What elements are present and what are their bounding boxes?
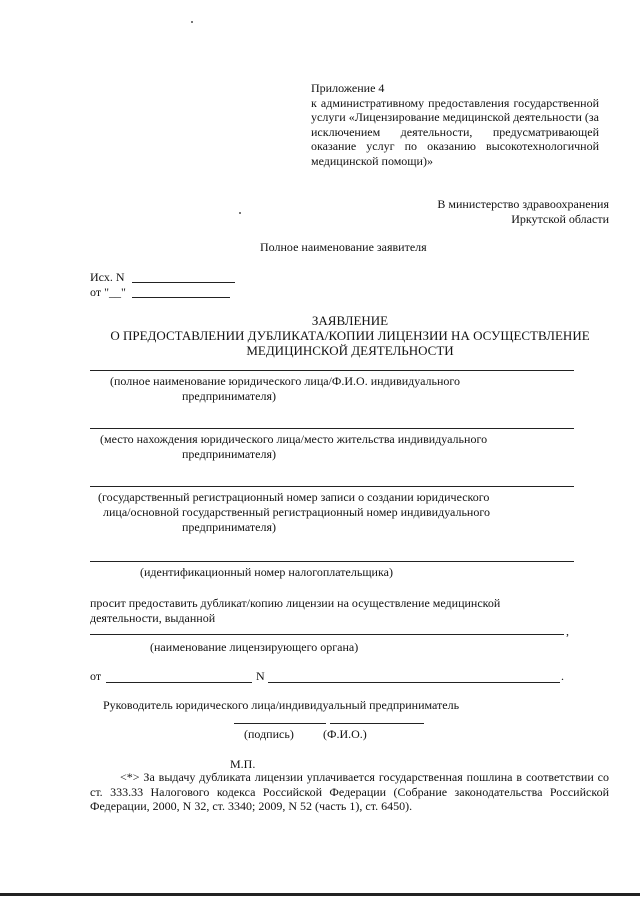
head-label: Руководитель юридического лица/индивидуальный предприниматель — [103, 698, 460, 712]
licensor-comma: , — [566, 624, 569, 638]
signature-caption: (подпись) — [244, 727, 294, 741]
appendix-block — [311, 81, 599, 168]
fio-line — [330, 723, 424, 724]
recipient-line-2: Иркутской области — [511, 211, 609, 226]
heading-line-2: О ПРЕДОСТАВЛЕНИИ ДУБЛИКАТА/КОПИИ ЛИЦЕНЗИИ НА ОСУЩЕСТВЛЕНИЕ — [110, 328, 590, 343]
registration-caption-1: (государственный регистрационный номер записи о создании юридического — [98, 490, 490, 504]
license-number-line — [268, 682, 560, 683]
license-number-label: N — [256, 669, 265, 683]
recipient-line-1: В министерство здравоохранения — [437, 197, 609, 211]
footnote: <*> За выдачу дубликата лицензии уплачивается государственная пошлина в соответствии со ст. 333.33 Налогового кодекса Российской Федерации (Собрание законодательства Российской Федерации, 2000, N 32, ст. 3340; 2009, N 52 (часть 1), ст. 6450). — [90, 770, 609, 813]
license-end-dot: . — [561, 669, 564, 683]
inn-caption: (идентификационный номер налогоплательщика) — [140, 565, 393, 579]
outgoing-date-line — [132, 297, 230, 298]
name-caption-2: предпринимателя) — [182, 389, 276, 403]
request-text-2: деятельности, выданной — [90, 611, 216, 625]
appendix-title: Приложение 4 — [311, 81, 385, 95]
fio-caption: (Ф.И.О.) — [323, 727, 367, 741]
scan-speck — [239, 212, 241, 214]
registration-caption-3: предпринимателя) — [182, 520, 276, 534]
location-caption-1: (место нахождения юридического лица/место жительства индивидуального — [100, 432, 488, 446]
scan-bottom-edge — [0, 893, 640, 896]
heading-line-3: МЕДИЦИНСКОЙ ДЕЯТЕЛЬНОСТИ — [246, 343, 454, 358]
request-text-1: просит предоставить дубликат/копию лицензии на осуществление медицинской — [90, 596, 501, 610]
appendix-body: к административному предоставления государственной услуги «Лицензирование медицинской деятельности (за исключением деятельности, предусматривающей оказание услуг по оказанию высокотехнологичной медицинской помощи)» — [311, 95, 599, 168]
name-caption-1: (полное наименование юридического лица/Ф.И.О. индивидуального — [110, 374, 461, 388]
location-caption-2: предпринимателя) — [182, 447, 276, 461]
license-date-line — [106, 682, 252, 683]
document-heading — [0, 313, 640, 358]
licensor-caption: (наименование лицензирующего органа) — [150, 640, 359, 654]
recipient-block — [437, 197, 609, 226]
license-date-label: от — [90, 669, 102, 683]
inn-field-line — [90, 561, 574, 562]
stamp-label: М.П. — [230, 757, 256, 771]
location-field-line — [90, 428, 574, 429]
registration-field-line — [90, 486, 574, 487]
registration-caption-2: лица/основной государственный регистрационный номер индивидуального — [103, 505, 490, 519]
outgoing-number-label: Исх. N — [90, 270, 125, 284]
licensor-field-line — [90, 634, 564, 635]
signature-line — [234, 723, 326, 724]
scan-speck — [191, 21, 193, 23]
outgoing-number-line — [132, 282, 235, 283]
applicant-name-label: Полное наименование заявителя — [260, 240, 427, 254]
outgoing-date-label: от "__" — [90, 285, 126, 299]
name-field-line — [90, 370, 574, 371]
heading-line-1: ЗАЯВЛЕНИЕ — [311, 313, 389, 328]
